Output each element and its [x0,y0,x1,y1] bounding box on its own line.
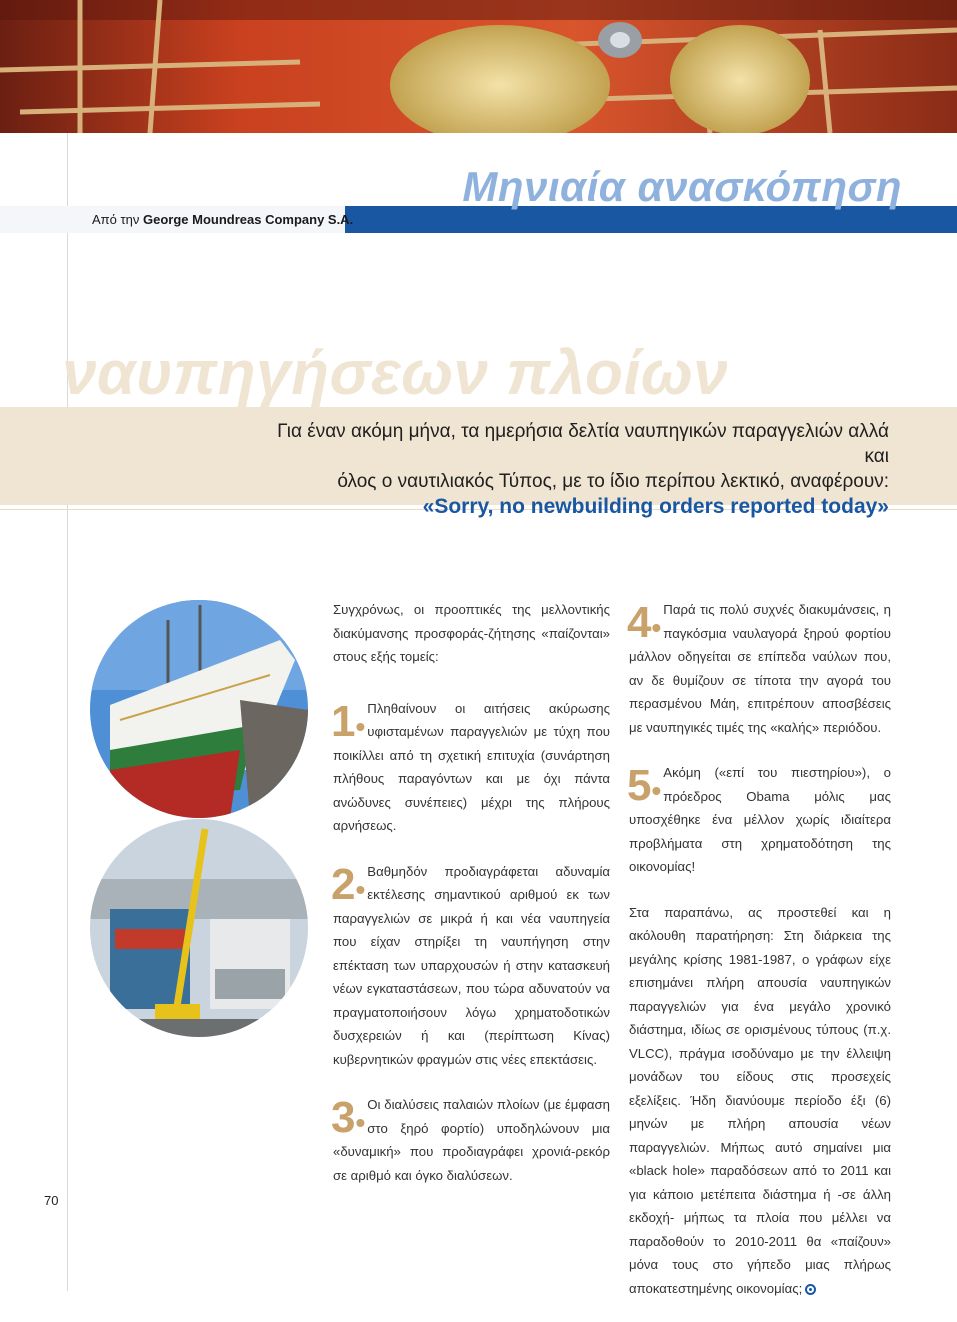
item-number: 1• [331,696,366,746]
text-column-left [333,598,610,1209]
item-number: 5• [627,761,662,810]
lead-line-1: Για έναν ακόμη μήνα, τα ημερήσια δελτία ναυπηγικών παραγγελιών αλλά και [277,421,889,467]
end-mark-icon [805,1284,816,1295]
list-item [629,761,891,879]
margin-rule [67,133,68,1291]
lead-line-2: όλος ο ναυτιλιακός Τύπος, με το ίδιο περίπου λεκτικό, αναφέρουν: [337,471,889,492]
photo-shipyard-crane [90,819,308,1037]
item-text: Ακόμη («επί του πιεστηρίου»), ο πρόεδρος Obama μόλις μας υποσχέθηκε ένα μέλλον χωρίς ιδιαίτερα προβλήματα στη χρηματοδότηση της οικονομίας! [629,765,891,874]
item-number: 3• [331,1093,366,1142]
company-prefix: Από την [92,212,140,227]
lead-quote: «Sorry, no newbuilding orders reported today» [422,495,889,518]
company-credit [92,206,353,233]
closing-paragraph: Στα παραπάνω, ας προστεθεί και η ακόλουθη παρατήρηση: Στη διάρκεια της μεγάλης κρίσης 1981-1987, ο γράφων είχε επισημάνει πλήρη απουσία ναυπηγικών παραγγελιών για ένα μεγάλο χρονικό διάστημα, ιδίως σε ορισμένους τύπους (π.χ. VLCC), πράγμα ισοδύναμο με την έλλειψη μονάδων του είδους στις προσεχείς εξελίξεις. Ήδη διανύουμε περίοδο έξι (6) μηνών με πλήρη απουσία νέων παραγγελιών. Μήπως αυτό σημαίνει μια «black hole» παραδόσεων από το 2011 και για κάποιο μετέπειτα διάστημα ή -σε άλλη εκδοχή- μήπως τα πλοία που μέλλει να παραδοθούν το 2010-2011 θα «παίζουν» μόνα τους στο γήπεδο μιας πλήρως αποκατεστημένης οικονομίας; [629,904,891,1296]
item-text: Βαθμηδόν προδιαγράφεται αδυναμία εκτέλεσης σημαντικού αριθμού εκ των παραγγελιών σε μικρά ή και νέα ναυπηγεία που είχαν στηρίξει τη ναυπήγηση στην επέκταση των υπαρχουσών ή στην κατασκευή νέων εγκαταστάσεων, που τώρα αδυνατούν να πραγματοποιήσουν λόγω χρηματοδοτικών δυσχερειών ή και (περίπτωση Κίνας) κυβερνητικών φραγμών στις νέες επεκτάσεις. [333,863,610,1067]
page-number: 70 [44,1193,59,1208]
intro-paragraph: Συγχρόνως, οι προοπτικές της μελλοντικής διακύμανσης προσφοράς-ζήτησης «παίζονται» στους εξής τομείς: [333,602,610,664]
list-item [333,697,610,838]
list-item [629,598,891,739]
text-column-right [629,598,891,1322]
list-item [333,860,610,1072]
lead-text [249,419,889,519]
item-text: Παρά τις πολύ συχνές διακυμάνσεις, η παγκόσμια ναυλαγορά ξηρού φορτίου μάλλον οδηγείται σε επίπεδα ναύλων που, αν δε θυμίζουν σε τίποτα την αγορά του περασμένου Μάη, επιτρέπουν αποσβέσεις με ναυπηγικές τιμές της «καλής» περιόδου. [629,602,891,735]
section-title: Μηνιαία ανασκόπηση [462,163,902,210]
photo-ship-bow [90,600,308,818]
item-text: Οι διαλύσεις παλαιών πλοίων (με έμφαση στο ξηρό φορτίο) υποδηλώνουν μια «δυναμική» που προδιαγράφει χρονιά-ρεκόρ σε αριθμό και όγκο διαλύσεων. [333,1097,610,1183]
headline-watermark: ναυπηγήσεων πλοίων [62,339,729,408]
item-number: 2• [331,859,366,909]
company-name: George Moundreas Company S.A. [142,212,354,227]
item-number: 4• [627,598,662,647]
list-item [333,1093,610,1187]
hero-photo-propeller [0,0,957,133]
item-text: Πληθαίνουν οι αιτήσεις ακύρωσης υφισταμένων παραγγελιών με τύχη που ποικίλλει από τη σχετική επιτυχία (συνάρτηση πλήθους παραγόντων και με όχι πάντα ανώδυνες συνέπειες) μέχρι της πλήρους αρνήσεως. [333,700,610,833]
